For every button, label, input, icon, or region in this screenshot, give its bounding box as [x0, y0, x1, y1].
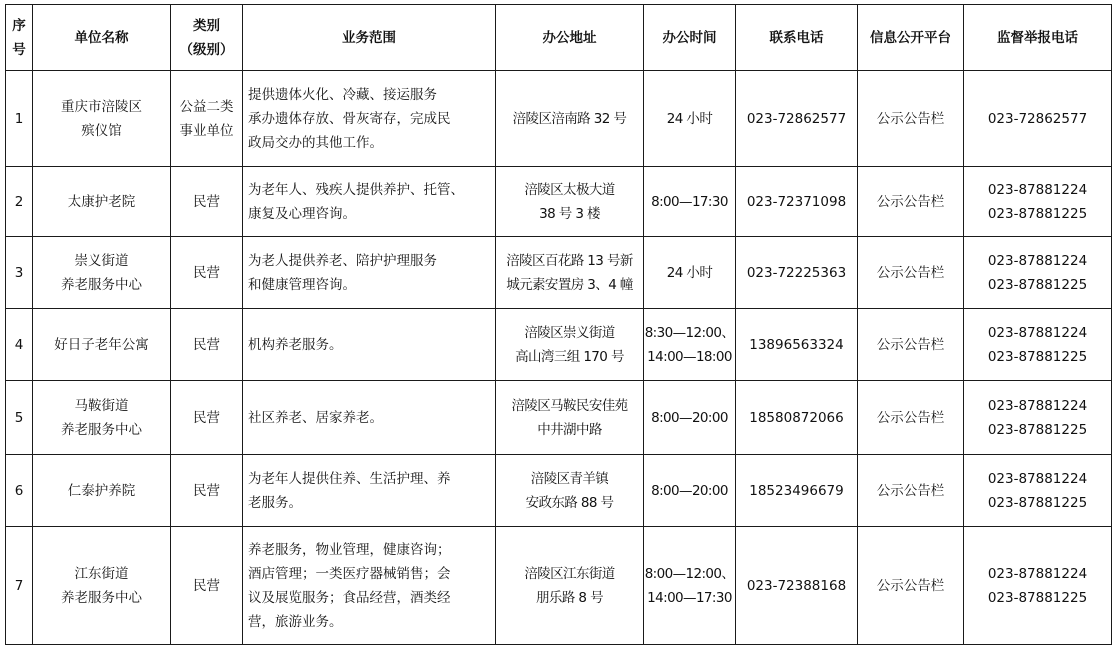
cell-scope — [243, 309, 496, 381]
header-index-line: 号 — [12, 41, 26, 58]
cell-category-line: 事业单位 — [179, 122, 234, 139]
cell-report-phone-line: 023-87881225 — [987, 348, 1088, 365]
cell-report-phone-line: 023-87881225 — [987, 494, 1088, 511]
table-row — [6, 309, 1112, 381]
table-row — [6, 71, 1112, 167]
institution-table-container — [5, 4, 1112, 645]
cell-address-line: 涪陵区百花路 13 号新 — [506, 252, 633, 269]
cell-address-line: 安政东路 88 号 — [525, 494, 614, 511]
cell-unit — [33, 237, 171, 309]
cell-address-line: 涪陵区崇义街道 — [524, 324, 615, 341]
cell-unit-line: 江东街道 — [74, 565, 129, 582]
cell-category — [171, 167, 243, 237]
cell-scope-line: 和健康管理咨询。 — [248, 276, 356, 293]
cell-address — [496, 167, 644, 237]
table-row — [6, 455, 1112, 527]
cell-platform: 公示公告栏 — [858, 71, 964, 167]
cell-hours-line: 8:00—20:00 — [651, 409, 728, 426]
cell-unit-line: 马鞍街道 — [74, 397, 129, 414]
table-row — [6, 167, 1112, 237]
header-phone: 联系电话 — [736, 5, 858, 71]
cell-report-phone-line: 023-87881224 — [987, 252, 1088, 269]
header-category-line: 类别 — [193, 17, 220, 34]
header-hours: 办公时间 — [644, 5, 736, 71]
cell-index: 1 — [6, 71, 33, 167]
cell-scope-line: 为老年人提供住养、生活护理、养 — [248, 470, 451, 487]
cell-address-line: 38 号 3 楼 — [539, 205, 600, 222]
cell-category-line: 民营 — [193, 409, 220, 426]
header-address: 办公地址 — [496, 5, 644, 71]
cell-scope — [243, 71, 496, 167]
cell-category — [171, 527, 243, 645]
cell-category-line: 民营 — [193, 264, 220, 281]
cell-scope-line: 酒店管理；一类医疗器械销售；会 — [248, 565, 451, 582]
cell-unit-line: 重庆市涪陵区 — [61, 98, 142, 115]
header-index — [6, 5, 33, 71]
cell-report-phone-line: 023-87881225 — [987, 276, 1088, 293]
cell-unit — [33, 455, 171, 527]
cell-hours — [644, 309, 736, 381]
header-scope: 业务范围 — [243, 5, 496, 71]
cell-address — [496, 455, 644, 527]
cell-hours — [644, 527, 736, 645]
institution-table — [5, 4, 1112, 645]
cell-platform: 公示公告栏 — [858, 455, 964, 527]
cell-report-phone — [964, 527, 1112, 645]
cell-report-phone-line: 023-87881224 — [987, 397, 1088, 414]
header-index-line: 序 — [12, 17, 26, 34]
cell-platform: 公示公告栏 — [858, 527, 964, 645]
cell-unit-line: 殡仪馆 — [81, 122, 122, 139]
cell-category-line: 民营 — [193, 577, 220, 594]
cell-unit — [33, 381, 171, 455]
cell-unit-line: 养老服务中心 — [61, 421, 142, 438]
cell-index: 2 — [6, 167, 33, 237]
cell-platform: 公示公告栏 — [858, 309, 964, 381]
cell-index: 7 — [6, 527, 33, 645]
cell-phone: 023-72388168 — [736, 527, 858, 645]
cell-hours-line: 24 小时 — [666, 110, 713, 127]
cell-scope-line: 承办遗体存放、骨灰寄存，完成民 — [248, 110, 451, 127]
cell-report-phone — [964, 381, 1112, 455]
cell-platform: 公示公告栏 — [858, 167, 964, 237]
table-row — [6, 527, 1112, 645]
cell-report-phone — [964, 167, 1112, 237]
cell-report-phone-line: 023-87881224 — [987, 181, 1088, 198]
cell-report-phone-line: 023-87881224 — [987, 324, 1088, 341]
cell-scope-line: 养老服务，物业管理，健康咨询； — [248, 541, 451, 558]
cell-scope-line: 康复及心理咨询。 — [248, 205, 356, 222]
cell-hours — [644, 455, 736, 527]
cell-hours-line: 14:00—17:30 — [647, 589, 732, 606]
cell-phone: 13896563324 — [736, 309, 858, 381]
cell-report-phone-line: 023-87881225 — [987, 421, 1088, 438]
cell-unit-line: 仁泰护养院 — [67, 482, 136, 499]
cell-hours-line: 24 小时 — [666, 264, 713, 281]
cell-hours — [644, 381, 736, 455]
cell-address-line: 朋乐路 8 号 — [536, 589, 603, 606]
cell-scope-line: 为老人提供养老、陪护护理服务 — [248, 252, 437, 269]
cell-phone: 023-72225363 — [736, 237, 858, 309]
cell-report-phone — [964, 309, 1112, 381]
cell-category — [171, 455, 243, 527]
cell-address-line: 中井湖中路 — [537, 421, 602, 438]
cell-address — [496, 71, 644, 167]
cell-hours — [644, 167, 736, 237]
cell-index: 4 — [6, 309, 33, 381]
cell-category — [171, 71, 243, 167]
cell-category — [171, 309, 243, 381]
cell-index: 5 — [6, 381, 33, 455]
cell-hours-line: 8:30—12:00、 — [644, 324, 735, 341]
cell-address-line: 涪陵区太极大道 — [524, 181, 615, 198]
cell-unit — [33, 527, 171, 645]
cell-unit-line: 好日子老年公寓 — [54, 336, 149, 353]
cell-address-line: 城元素安置房 3、4 幢 — [506, 276, 633, 293]
cell-scope — [243, 167, 496, 237]
table-row — [6, 381, 1112, 455]
cell-address — [496, 237, 644, 309]
cell-platform: 公示公告栏 — [858, 237, 964, 309]
cell-report-phone-line: 023-87881225 — [987, 589, 1088, 606]
cell-index: 6 — [6, 455, 33, 527]
cell-unit-line: 养老服务中心 — [61, 589, 142, 606]
cell-phone: 023-72862577 — [736, 71, 858, 167]
table-body — [6, 71, 1112, 645]
cell-platform: 公示公告栏 — [858, 381, 964, 455]
cell-scope-line: 机构养老服务。 — [248, 336, 343, 353]
cell-scope-line: 提供遗体火化、冷藏、接运服务 — [248, 86, 437, 103]
cell-address-line: 涪陵区青羊镇 — [530, 470, 609, 487]
header-report-phone: 监督举报电话 — [964, 5, 1112, 71]
cell-category-line: 公益二类 — [179, 98, 234, 115]
cell-report-phone-line: 023-87881224 — [987, 470, 1088, 487]
cell-unit — [33, 309, 171, 381]
cell-scope-line: 政局交办的其他工作。 — [248, 134, 383, 151]
cell-report-phone — [964, 455, 1112, 527]
cell-category-line: 民营 — [193, 482, 220, 499]
cell-scope-line: 议及展览服务；食品经营，酒类经 — [248, 589, 451, 606]
cell-unit-line: 太康护老院 — [67, 193, 136, 210]
cell-address-line: 高山湾三组 170 号 — [515, 348, 624, 365]
cell-category-line: 民营 — [193, 336, 220, 353]
cell-unit-line: 养老服务中心 — [61, 276, 142, 293]
cell-report-phone — [964, 71, 1112, 167]
cell-hours — [644, 237, 736, 309]
cell-report-phone-line: 023-72862577 — [987, 110, 1088, 127]
cell-hours-line: 14:00—18:00 — [647, 348, 732, 365]
cell-index: 3 — [6, 237, 33, 309]
cell-address — [496, 527, 644, 645]
cell-phone: 18580872066 — [736, 381, 858, 455]
header-platform: 信息公开平台 — [858, 5, 964, 71]
cell-address-line: 涪陵区江东街道 — [524, 565, 615, 582]
cell-hours-line: 8:00—12:00、 — [644, 565, 735, 582]
cell-scope — [243, 527, 496, 645]
cell-scope-line: 老服务。 — [248, 494, 302, 511]
cell-phone: 18523496679 — [736, 455, 858, 527]
cell-scope-line: 为老年人、残疾人提供养护、托管、 — [248, 181, 464, 198]
cell-category-line: 民营 — [193, 193, 220, 210]
cell-hours-line: 8:00—17:30 — [651, 193, 728, 210]
header-category — [171, 5, 243, 71]
cell-unit — [33, 167, 171, 237]
cell-address — [496, 381, 644, 455]
cell-scope — [243, 237, 496, 309]
table-row — [6, 237, 1112, 309]
cell-scope-line: 社区养老、居家养老。 — [248, 409, 383, 426]
header-category-line: （级别） — [179, 41, 234, 58]
cell-scope — [243, 455, 496, 527]
cell-report-phone — [964, 237, 1112, 309]
header-row — [6, 5, 1112, 71]
cell-report-phone-line: 023-87881225 — [987, 205, 1088, 222]
cell-scope — [243, 381, 496, 455]
cell-address-line: 涪陵区马鞍民安佳苑 — [511, 397, 628, 414]
cell-hours — [644, 71, 736, 167]
cell-unit-line: 崇义街道 — [74, 252, 129, 269]
cell-category — [171, 237, 243, 309]
cell-report-phone-line: 023-87881224 — [987, 565, 1088, 582]
header-unit: 单位名称 — [33, 5, 171, 71]
cell-address-line: 涪陵区涪南路 32 号 — [512, 110, 627, 127]
cell-unit — [33, 71, 171, 167]
cell-scope-line: 营，旅游业务。 — [248, 613, 343, 630]
cell-category — [171, 381, 243, 455]
cell-address — [496, 309, 644, 381]
cell-hours-line: 8:00—20:00 — [651, 482, 728, 499]
cell-phone: 023-72371098 — [736, 167, 858, 237]
